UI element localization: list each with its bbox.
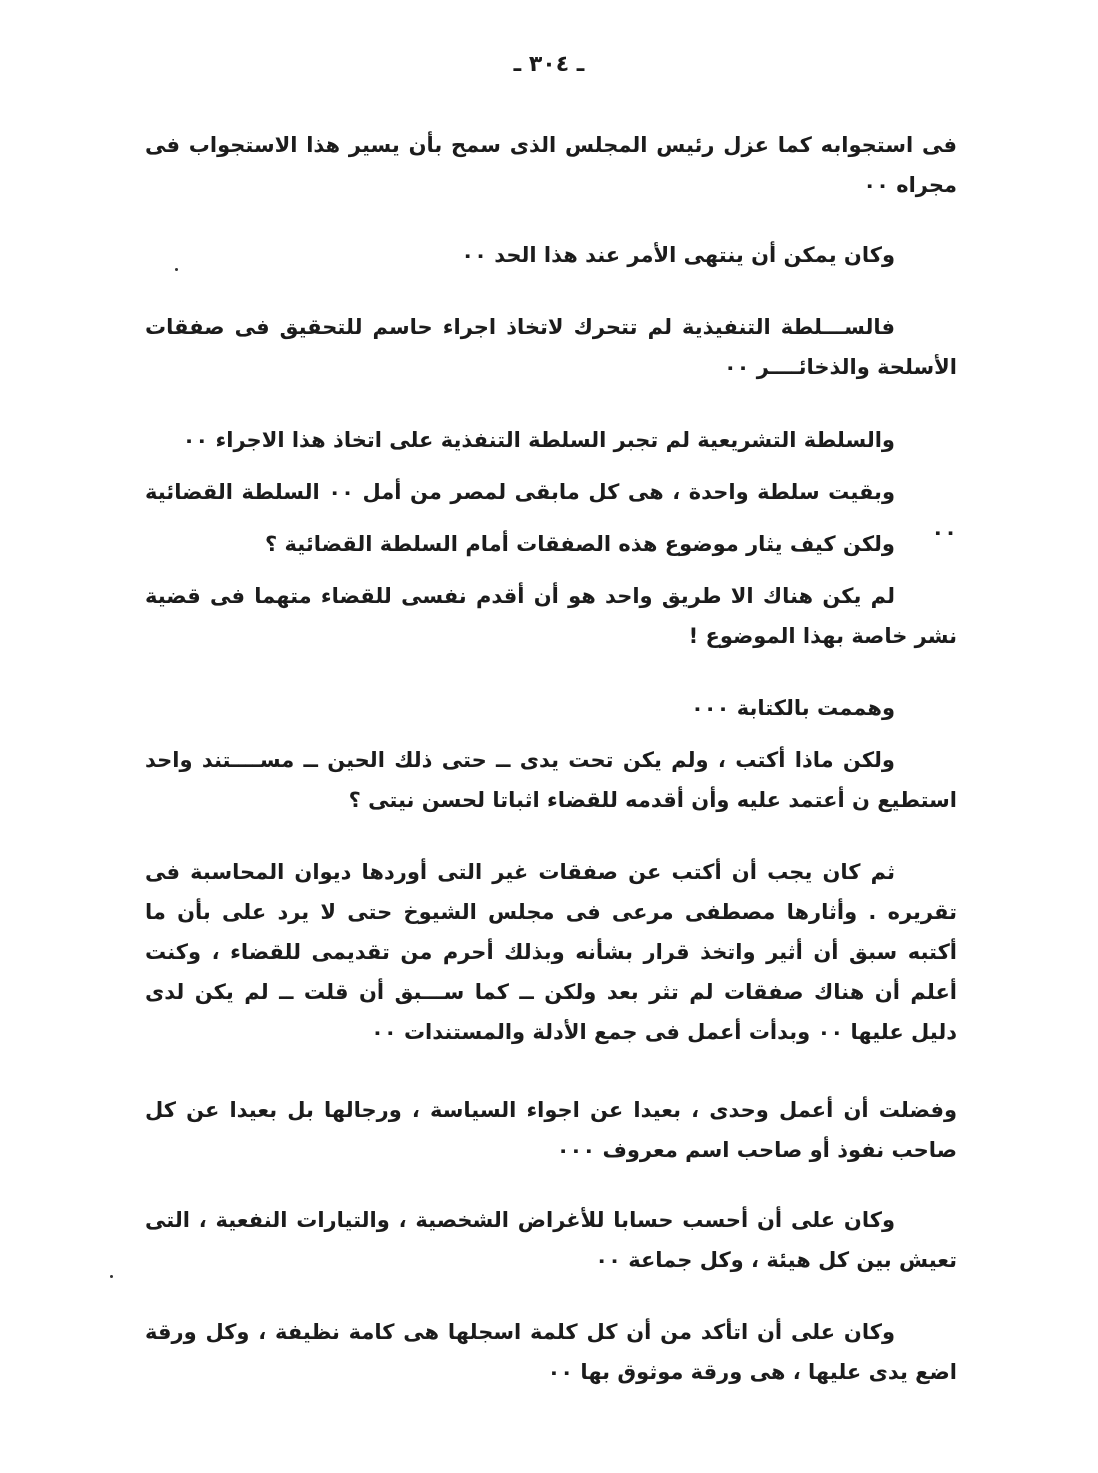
- paragraph-3: فالســـلطة التنفيذية لم تتحرك لاتخاذ اجراء حاسم للتحقيق فى صفقات الأسلحة والذخائــــر ٠٠: [145, 315, 957, 379]
- paragraph-6: ولكن كيف يثار موضوع هذه الصفقات أمام السلطة القضائية ؟: [265, 532, 895, 556]
- paragraph-8: وهممت بالكتابة ٠٠٠: [690, 696, 895, 720]
- scan-speck: [175, 268, 178, 271]
- paragraph-7: لم يكن هناك الا طريق واحد هو أن أقدم نفسى للقضاء متهما فى قضية نشر خاصة بهذا الموضوع !: [145, 584, 957, 648]
- paragraph-13: وكان على أن اتأكد من أن كل كلمة اسجلها هى كامة نظيفة ، وكل ورقة اضع يدى عليها ، هى ورقة موثوق بها ٠٠: [145, 1320, 957, 1384]
- paragraph-9: ولكن ماذا أكتب ، ولم يكن تحت يدى ــ حتى ذلك الحين ــ مســــتند واحد استطيع ن أعتمد عليه وأن أقدمه للقضاء اثباتا لحسن نيتى ؟: [145, 748, 957, 812]
- paragraph-12: وكان على أن أحسب حسابا للأغراض الشخصية ، والتيارات النفعية ، التى تعيش بين كل هيئة ، وكل جماعة ٠٠: [145, 1208, 957, 1272]
- page-number: ـ ٣٠٤ ـ: [513, 52, 585, 77]
- paragraph-4: والسلطة التشريعية لم تجبر السلطة التنفذية على اتخاذ هذا الاجراء ٠٠: [182, 428, 895, 452]
- paragraph-2: وكان يمكن أن ينتهى الأمر عند هذا الحد ٠٠: [461, 243, 895, 267]
- paragraph-10: ثم كان يجب أن أكتب عن صفقات غير التى أوردها ديوان المحاسبة فى تقريره . وأثارها مصطفى مرعى فى مجلس الشيوخ حتى لا يرد على بأن ما أكتبه سبق أن أثير واتخذ قرار بشأنه وبذلك أحرم من تقديمى للقضاء ، وكنت أعلم أن هناك صفقات لم تثر بعد ولكن ــ كما ســـبق أن قلت ــ لم يكن لدى دليل عليها ٠٠ وبدأت أعمل فى جمع الأدلة والمستندات ٠٠: [145, 860, 957, 1044]
- paragraph-5: وبقيت سلطة واحدة ، هى كل مابقى لمصر من أمل ٠٠ السلطة القضائية ٠٠: [145, 480, 957, 544]
- paragraph-11: وفضلت أن أعمل وحدى ، بعيدا عن اجواء السياسة ، ورجالها بل بعيدا عن كل صاحب نفوذ أو صاحب اسم معروف ٠٠٠: [145, 1098, 957, 1162]
- paragraph-1: فى استجوابه كما عزل رئيس المجلس الذى سمح بأن يسير هذا الاستجواب فى مجراه ٠٠: [145, 133, 957, 197]
- scan-speck: [110, 1275, 113, 1278]
